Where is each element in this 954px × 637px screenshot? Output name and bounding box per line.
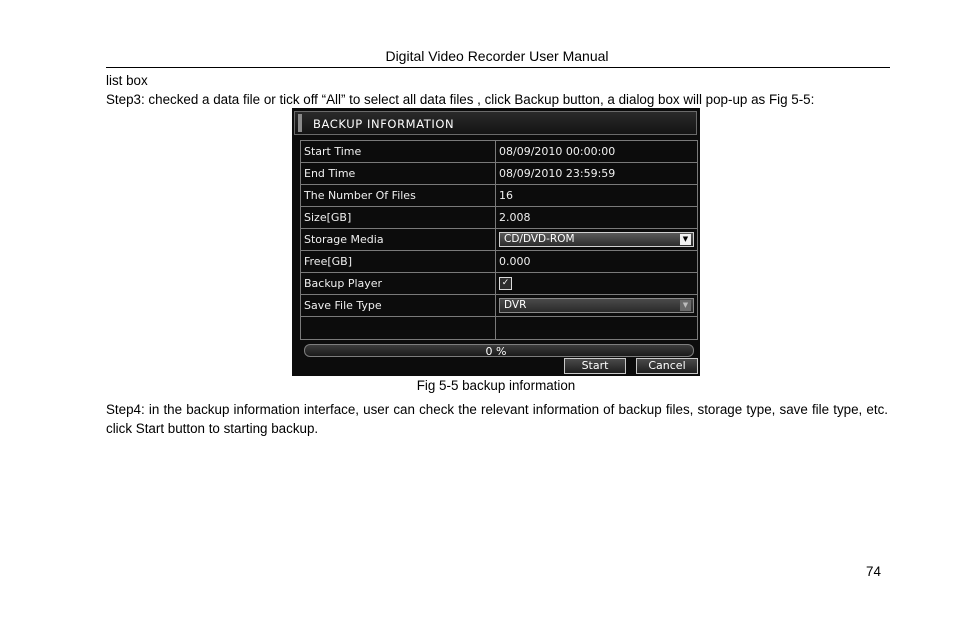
- table-row: [301, 163, 698, 185]
- page-number: 74: [866, 564, 881, 579]
- backup-information-dialog: [292, 108, 700, 376]
- end-time-value: 08/09/2010 23:59:59: [496, 163, 698, 185]
- start-time-value: 08/09/2010 00:00:00: [496, 141, 698, 163]
- save-file-type-select[interactable]: [499, 298, 694, 313]
- cancel-button[interactable]: Cancel: [636, 358, 698, 374]
- table-row: [301, 141, 698, 163]
- backup-info-table: [300, 140, 698, 340]
- figure-caption: Fig 5-5 backup information: [416, 378, 576, 393]
- body-text-step3: Step3: checked a data file or tick off “All” to select all data files , click Backup button, a dialog box will pop-up as Fig 5-5:: [106, 92, 815, 107]
- free-value: 0.000: [496, 251, 698, 273]
- storage-media-cell: [496, 229, 698, 251]
- start-time-label: Start Time: [301, 141, 496, 163]
- empty-cell: [496, 317, 698, 340]
- storage-media-label: Storage Media: [301, 229, 496, 251]
- table-row: [301, 295, 698, 317]
- storage-media-select[interactable]: [499, 232, 694, 247]
- empty-cell: [301, 317, 496, 340]
- backup-player-label: Backup Player: [301, 273, 496, 295]
- titlebar-edge: [298, 114, 302, 132]
- progress-text: 0 %: [485, 345, 507, 358]
- table-row: [301, 273, 698, 295]
- start-button[interactable]: Start: [564, 358, 626, 374]
- number-of-files-label: The Number Of Files: [301, 185, 496, 207]
- save-file-type-value: DVR: [504, 299, 527, 311]
- header-rule: [106, 67, 890, 68]
- body-text-step4: Step4: in the backup information interface, user can check the relevant information of backup files, storage type, save file type, etc. click Start button to starting backup.: [106, 402, 888, 436]
- page-header-title: Digital Video Recorder User Manual: [385, 48, 609, 64]
- free-label: Free[GB]: [301, 251, 496, 273]
- size-label: Size[GB]: [301, 207, 496, 229]
- chevron-down-icon[interactable]: ▼: [680, 234, 691, 245]
- table-row: [301, 185, 698, 207]
- chevron-down-icon[interactable]: ▼: [680, 300, 691, 311]
- storage-media-value: CD/DVD-ROM: [504, 233, 575, 245]
- save-file-type-cell: [496, 295, 698, 317]
- table-row: [301, 251, 698, 273]
- size-value: 2.008: [496, 207, 698, 229]
- backup-player-checkbox[interactable]: [499, 277, 512, 290]
- table-row: [301, 229, 698, 251]
- dialog-titlebar: [294, 111, 697, 135]
- checkmark-icon: ✓: [501, 278, 510, 289]
- body-text-list-box: list box: [106, 73, 148, 88]
- dialog-title: BACKUP INFORMATION: [313, 117, 455, 131]
- table-row: [301, 317, 698, 340]
- end-time-label: End Time: [301, 163, 496, 185]
- number-of-files-value: 16: [496, 185, 698, 207]
- backup-player-cell: [496, 273, 698, 295]
- save-file-type-label: Save File Type: [301, 295, 496, 317]
- table-row: [301, 207, 698, 229]
